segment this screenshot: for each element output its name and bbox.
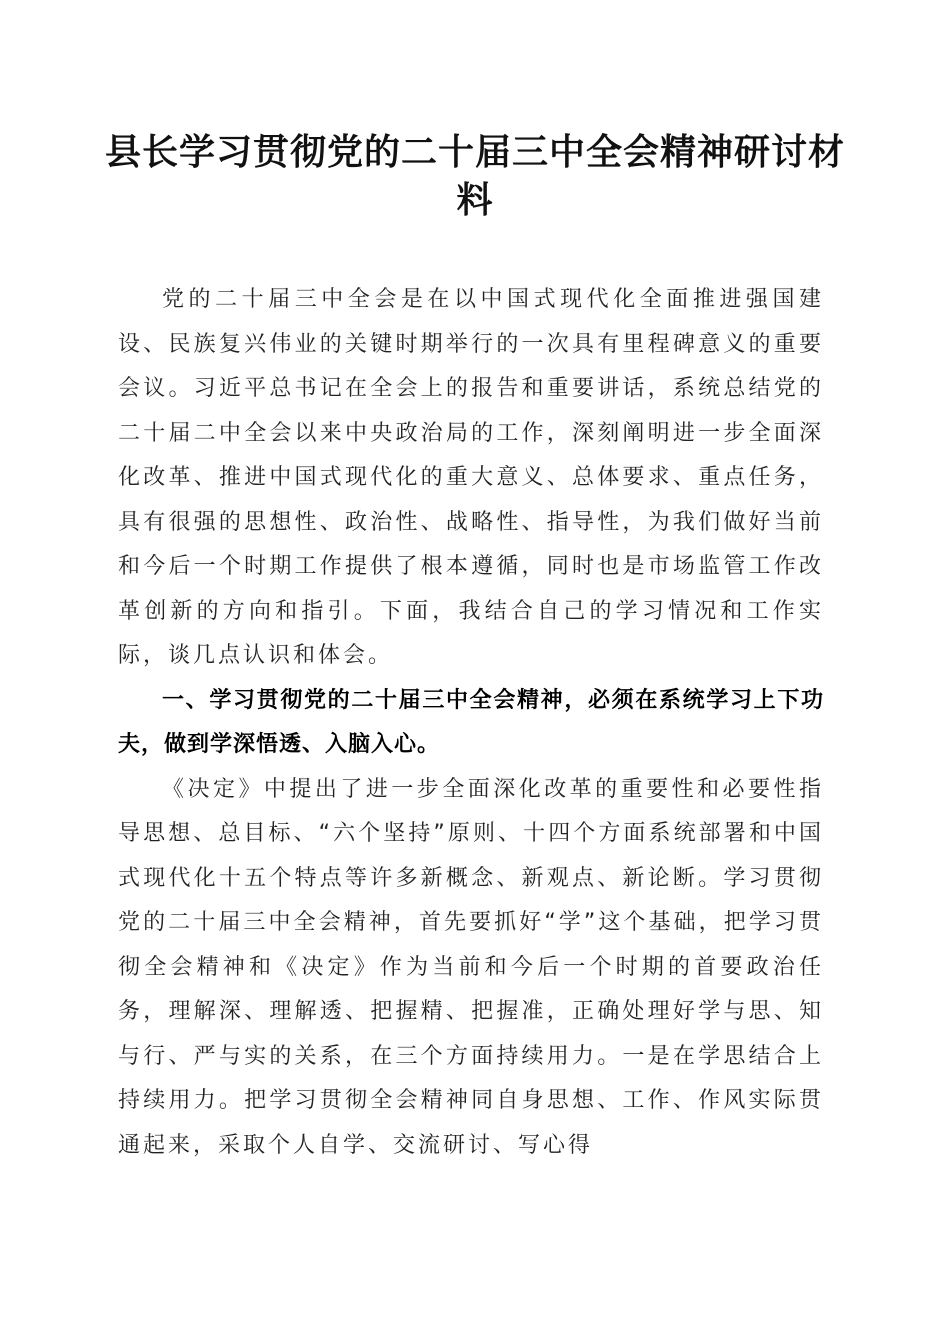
- intro-paragraph: 党的二十届三中全会是在以中国式现代化全面推进强国建设、民族复兴伟业的关键时期举行的一次具有里程碑意义的重要会议。习近平总书记在全会上的报告和重要讲话，系统总结党的二十届二中全会以来中央政治局的工作，深刻阐明进一步全面深化改革、推进中国式现代化的重大意义、总体要求、重点任务，具有很强的思想性、政治性、战略性、指导性，为我们做好当前和今后一个时期工作提供了根本遵循，同时也是市场监管工作改革创新的方向和指引。下面，我结合自己的学习情况和工作实际，谈几点认识和体会。: [118, 287, 824, 668]
- document-body: [118, 278, 824, 1168]
- document-title: 县长学习贯彻党的二十届三中全会精神研讨材料: [104, 131, 845, 221]
- section-1-paragraph: 《决定》中提出了进一步全面深化改革的重要性和必要性指导思想、总目标、“六个坚持”原则、十四个方面系统部署和中国式现代化十五个特点等许多新概念、新观点、新论断。学习贯彻党的二十届三中全会精神，首先要抓好“学”这个基础，把学习贯彻全会精神和《决定》作为当前和今后一个时期的首要政治任务，理解深、理解透、把握精、把握准，正确处理好学与思、知与行、严与实的关系，在三个方面持续用力。一是在学思结合上持续用力。把学习贯彻全会精神同自身思想、工作、作风实际贯通起来，采取个人自学、交流研讨、写心得: [118, 776, 824, 1158]
- section-heading-1: 一、学习贯彻党的二十届三中全会精神，必须在系统学习上下功夫，做到学深悟透、入脑入心。: [118, 687, 824, 757]
